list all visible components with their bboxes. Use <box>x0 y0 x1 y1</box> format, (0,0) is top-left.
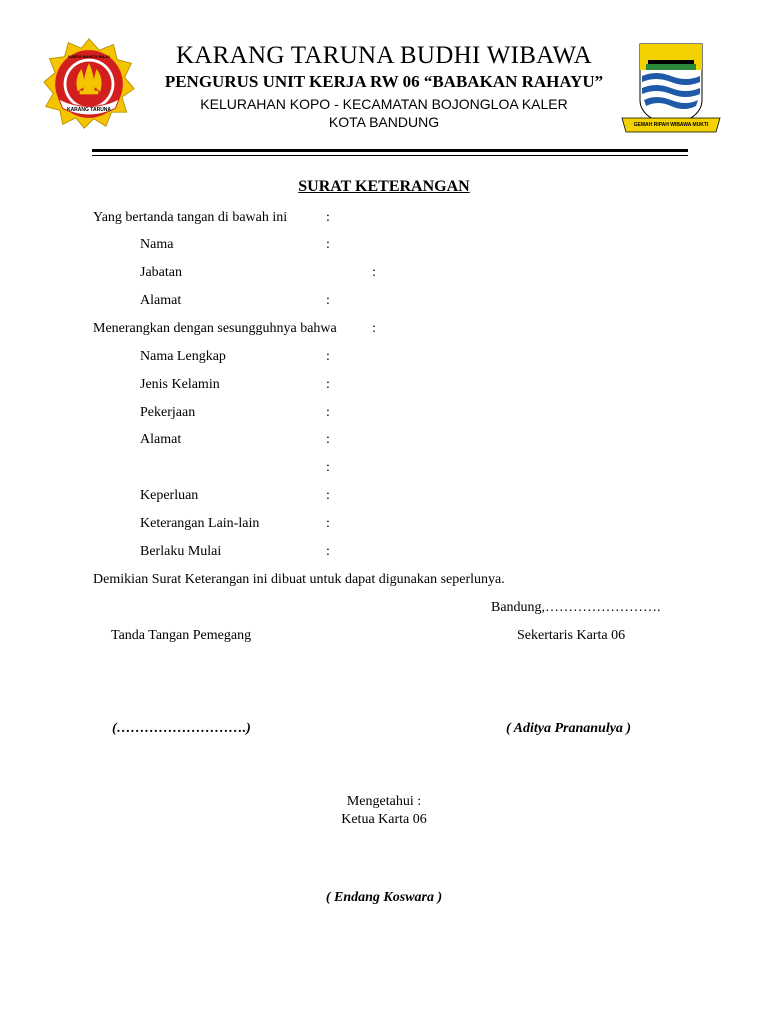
header-divider-thin <box>92 155 688 156</box>
closing-text: Demikian Surat Keterangan ini dibuat untuk dapat digunakan seperlunya. <box>93 572 505 587</box>
field-colon-jenis-kelamin: : <box>326 377 330 392</box>
field-label-nama: Nama <box>140 237 174 252</box>
field-colon-alamat-subject: : <box>326 432 330 447</box>
statement-colon: : <box>372 321 376 336</box>
field-colon-alamat-continued: : <box>326 460 330 475</box>
document-title: SURAT KETERANGAN <box>298 178 470 195</box>
field-label-pekerjaan: Pekerjaan <box>140 405 196 420</box>
right-logo-motto: GEMAH RIPAH WIBAWA MUKTI <box>633 122 709 128</box>
field-colon-keterangan: : <box>326 516 330 531</box>
field-label-alamat-subject: Alamat <box>140 432 182 447</box>
field-colon-nama-lengkap: : <box>326 349 330 364</box>
left-logo-ribbon-text: KARANG TARUNA <box>66 107 112 113</box>
field-label-alamat: Alamat <box>140 293 182 308</box>
field-colon-alamat: : <box>326 293 330 308</box>
field-label-keterangan: Keterangan Lain-lain <box>140 516 260 531</box>
place-date: Bandung,……………………. <box>491 600 661 615</box>
statement-text: Menerangkan dengan sesungguhnya bahwa <box>93 321 337 336</box>
field-colon-pekerjaan: : <box>326 405 330 420</box>
header-divider-thick <box>92 149 688 152</box>
unit-name: PENGURUS UNIT KERJA RW 06 “BABAKAN RAHAYU” <box>164 72 604 91</box>
field-colon-berlaku-mulai: : <box>326 544 330 559</box>
field-label-jenis-kelamin: Jenis Kelamin <box>140 377 220 392</box>
field-label-jabatan: Jabatan <box>140 265 182 280</box>
left-logo-ring-text: KARTA BAHITA MAJU <box>68 54 110 59</box>
field-colon-keperluan: : <box>326 488 330 503</box>
field-label-nama-lengkap: Nama Lengkap <box>140 349 226 364</box>
holder-name-blank: (……………………….) <box>112 721 251 736</box>
holder-signature-label: Tanda Tangan Pemegang <box>111 628 252 643</box>
field-colon-jabatan: : <box>372 265 376 280</box>
address-line-2: KOTA BANDUNG <box>328 114 440 130</box>
field-label-keperluan: Keperluan <box>140 488 199 503</box>
secretary-name: ( Aditya Prananulya ) <box>506 721 632 736</box>
field-colon-nama: : <box>326 237 330 252</box>
intro-colon: : <box>326 210 330 225</box>
secretary-signature-label: Sekertaris Karta 06 <box>517 628 626 643</box>
chair-signature-label: Ketua Karta 06 <box>341 812 427 827</box>
field-label-berlaku-mulai: Berlaku Mulai <box>140 544 222 559</box>
intro-text: Yang bertanda tangan di bawah ini <box>93 210 288 225</box>
chair-name: ( Endang Koswara ) <box>325 890 443 905</box>
organization-name: KARANG TARUNA BUDHI WIBAWA <box>175 42 593 69</box>
acknowledged-label: Mengetahui : <box>346 794 422 809</box>
address-line-1: KELURAHAN KOPO - KECAMATAN BOJONGLOA KALER <box>200 96 568 112</box>
